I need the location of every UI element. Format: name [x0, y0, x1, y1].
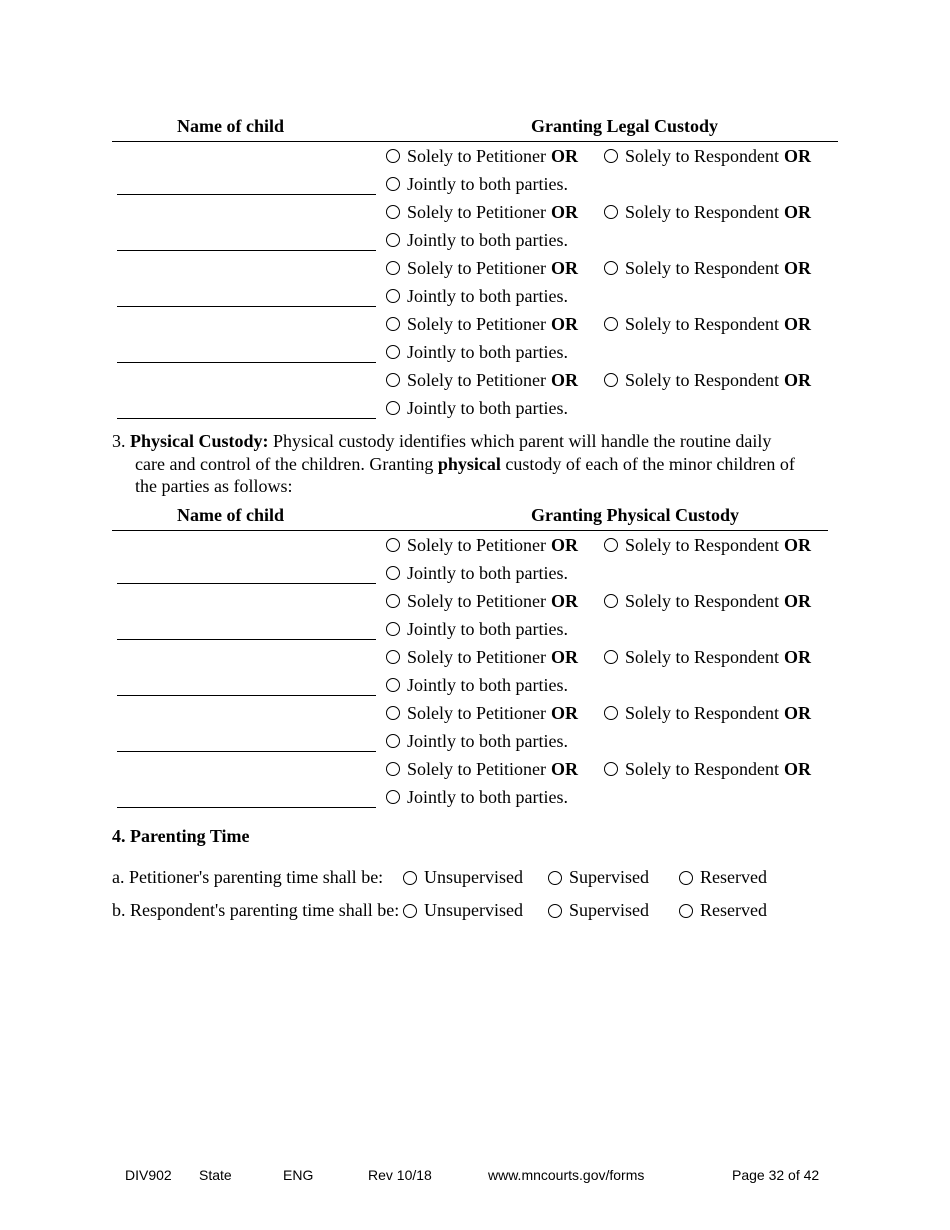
physical-respondent-option[interactable]	[604, 535, 811, 555]
respondent-supervised-option[interactable]	[548, 900, 649, 921]
respondent-unsupervised-option[interactable]	[403, 900, 523, 921]
radio-circle-icon[interactable]	[604, 205, 618, 219]
or-label: OR	[784, 314, 811, 334]
option-label: Solely to Petitioner	[407, 647, 546, 667]
or-label: OR	[784, 647, 811, 667]
physical-respondent-option[interactable]	[604, 591, 811, 611]
radio-circle-icon[interactable]	[548, 904, 562, 918]
radio-circle-icon[interactable]	[386, 734, 400, 748]
physical-joint-option[interactable]	[386, 619, 568, 639]
option-label: Jointly to both parties.	[407, 619, 568, 639]
physical-joint-option[interactable]	[386, 787, 568, 807]
option-label: Unsupervised	[424, 867, 523, 887]
legal-respondent-option[interactable]	[604, 370, 811, 390]
legal-joint-option[interactable]	[386, 174, 568, 194]
radio-circle-icon[interactable]	[386, 566, 400, 580]
physical-child-name-line[interactable]	[117, 695, 376, 696]
petitioner-supervised-option[interactable]	[548, 867, 649, 888]
legal-respondent-option[interactable]	[604, 202, 811, 222]
option-label: Solely to Respondent	[625, 759, 779, 779]
radio-circle-icon[interactable]	[548, 871, 562, 885]
legal-name-column-header: Name of child	[177, 116, 284, 136]
radio-circle-icon[interactable]	[604, 149, 618, 163]
respondent-reserved-option[interactable]	[679, 900, 767, 921]
legal-respondent-option[interactable]	[604, 314, 811, 334]
radio-circle-icon[interactable]	[386, 762, 400, 776]
radio-circle-icon[interactable]	[604, 762, 618, 776]
or-label: OR	[551, 759, 578, 779]
petitioner-parenting-time-label: a. Petitioner's parenting time shall be:	[112, 867, 384, 887]
footer-jurisdiction: State	[199, 1167, 232, 1183]
or-label: OR	[784, 703, 811, 723]
physical-petitioner-option[interactable]	[386, 591, 578, 611]
legal-petitioner-option[interactable]	[386, 314, 578, 334]
or-label: OR	[551, 535, 578, 555]
physical-joint-option[interactable]	[386, 731, 568, 751]
or-label: OR	[551, 314, 578, 334]
or-label: OR	[784, 759, 811, 779]
option-label: Supervised	[569, 900, 649, 920]
radio-circle-icon[interactable]	[386, 678, 400, 692]
option-label: Reserved	[700, 867, 767, 887]
or-label: OR	[551, 146, 578, 166]
option-label: Solely to Respondent	[625, 258, 779, 278]
radio-circle-icon[interactable]	[604, 373, 618, 387]
physical-name-column-header: Name of child	[177, 505, 284, 525]
petitioner-unsupervised-option[interactable]	[403, 867, 523, 888]
legal-child-name-line[interactable]	[117, 418, 376, 419]
physical-petitioner-option[interactable]	[386, 759, 578, 779]
legal-joint-option[interactable]	[386, 398, 568, 418]
legal-child-name-line[interactable]	[117, 362, 376, 363]
or-label: OR	[551, 202, 578, 222]
option-label: Jointly to both parties.	[407, 286, 568, 306]
option-label: Solely to Respondent	[625, 146, 779, 166]
paragraph-text-2: care and control of the children. Granting	[135, 453, 438, 474]
or-label: OR	[784, 370, 811, 390]
or-label: OR	[784, 535, 811, 555]
legal-child-name-line[interactable]	[117, 250, 376, 251]
or-label: OR	[551, 703, 578, 723]
legal-custody-column-header: Granting Legal Custody	[531, 116, 719, 136]
option-label: Reserved	[700, 900, 767, 920]
radio-circle-icon[interactable]	[403, 904, 417, 918]
option-label: Jointly to both parties.	[407, 563, 568, 583]
option-label: Solely to Petitioner	[407, 314, 546, 334]
radio-circle-icon[interactable]	[386, 401, 400, 415]
physical-respondent-option[interactable]	[604, 703, 811, 723]
option-label: Solely to Respondent	[625, 535, 779, 555]
paragraph-text-1: Physical custody identifies which parent will handle the routine daily	[268, 431, 772, 451]
radio-circle-icon[interactable]	[386, 289, 400, 303]
radio-circle-icon[interactable]	[604, 706, 618, 720]
physical-child-name-line[interactable]	[117, 639, 376, 640]
footer-revision: Rev 10/18	[368, 1167, 432, 1183]
physical-custody-paragraph	[112, 430, 827, 498]
legal-child-name-line[interactable]	[117, 194, 376, 195]
parenting-time-heading: 4. Parenting Time	[112, 826, 250, 846]
radio-circle-icon[interactable]	[386, 594, 400, 608]
option-label: Solely to Respondent	[625, 703, 779, 723]
option-label: Solely to Petitioner	[407, 591, 546, 611]
legal-joint-option[interactable]	[386, 342, 568, 362]
physical-child-name-line[interactable]	[117, 807, 376, 808]
radio-circle-icon[interactable]	[386, 345, 400, 359]
legal-respondent-option[interactable]	[604, 258, 811, 278]
option-label: Solely to Petitioner	[407, 258, 546, 278]
option-label: Unsupervised	[424, 900, 523, 920]
radio-circle-icon[interactable]	[386, 622, 400, 636]
option-label: Solely to Respondent	[625, 647, 779, 667]
legal-petitioner-option[interactable]	[386, 146, 578, 166]
or-label: OR	[551, 647, 578, 667]
radio-circle-icon[interactable]	[679, 871, 693, 885]
option-label: Jointly to both parties.	[407, 230, 568, 250]
physical-petitioner-option[interactable]	[386, 647, 578, 667]
radio-circle-icon[interactable]	[386, 373, 400, 387]
option-label: Solely to Respondent	[625, 591, 779, 611]
radio-circle-icon[interactable]	[386, 233, 400, 247]
radio-circle-icon[interactable]	[386, 177, 400, 191]
option-label: Solely to Petitioner	[407, 202, 546, 222]
option-label: Jointly to both parties.	[407, 342, 568, 362]
footer-form-id: DIV902	[125, 1167, 172, 1183]
footer-page-number: Page 32 of 42	[732, 1167, 820, 1183]
option-label: Jointly to both parties.	[407, 787, 568, 807]
or-label: OR	[784, 146, 811, 166]
option-label: Supervised	[569, 867, 649, 887]
legal-petitioner-option[interactable]	[386, 370, 578, 390]
footer-language: ENG	[283, 1167, 314, 1183]
radio-circle-icon[interactable]	[604, 317, 618, 331]
option-label: Jointly to both parties.	[407, 731, 568, 751]
or-label: OR	[551, 591, 578, 611]
radio-circle-icon[interactable]	[386, 650, 400, 664]
option-label: Solely to Respondent	[625, 314, 779, 334]
physical-custody-column-header: Granting Physical Custody	[531, 505, 740, 525]
legal-child-name-line[interactable]	[117, 306, 376, 307]
physical-respondent-option[interactable]	[604, 647, 811, 667]
paragraph-text-4: the parties as follows:	[135, 476, 293, 496]
option-label: Solely to Respondent	[625, 370, 779, 390]
radio-circle-icon[interactable]	[604, 261, 618, 275]
paragraph-bold-word: physical	[437, 453, 501, 474]
physical-joint-option[interactable]	[386, 563, 568, 583]
radio-circle-icon[interactable]	[403, 871, 417, 885]
footer-url[interactable]: www.mncourts.gov/forms	[488, 1167, 645, 1183]
option-label: Solely to Petitioner	[407, 370, 546, 390]
legal-petitioner-option[interactable]	[386, 202, 578, 222]
option-label: Solely to Petitioner	[407, 535, 546, 555]
option-label: Solely to Respondent	[625, 202, 779, 222]
radio-circle-icon[interactable]	[386, 205, 400, 219]
legal-header-rule	[112, 141, 838, 142]
option-label: Solely to Petitioner	[407, 703, 546, 723]
option-label: Jointly to both parties.	[407, 675, 568, 695]
or-label: OR	[551, 258, 578, 278]
option-label: Solely to Petitioner	[407, 146, 546, 166]
legal-respondent-option[interactable]	[604, 146, 811, 166]
legal-joint-option[interactable]	[386, 286, 568, 306]
physical-respondent-option[interactable]	[604, 759, 811, 779]
option-label: Jointly to both parties.	[407, 174, 568, 194]
petitioner-reserved-option[interactable]	[679, 867, 767, 888]
option-label: Solely to Petitioner	[407, 759, 546, 779]
radio-circle-icon[interactable]	[386, 790, 400, 804]
option-label: Jointly to both parties.	[407, 398, 568, 418]
legal-joint-option[interactable]	[386, 230, 568, 250]
radio-circle-icon[interactable]	[386, 706, 400, 720]
physical-joint-option[interactable]	[386, 675, 568, 695]
radio-circle-icon[interactable]	[386, 317, 400, 331]
section-heading: Physical Custody:	[130, 431, 269, 451]
physical-child-name-line[interactable]	[117, 751, 376, 752]
radio-circle-icon[interactable]	[386, 538, 400, 552]
radio-circle-icon[interactable]	[604, 594, 618, 608]
section-number: 3.	[112, 431, 126, 451]
radio-circle-icon[interactable]	[604, 538, 618, 552]
paragraph-text-3: custody of each of the minor children of	[500, 453, 795, 474]
radio-circle-icon[interactable]	[604, 650, 618, 664]
radio-circle-icon[interactable]	[386, 149, 400, 163]
physical-petitioner-option[interactable]	[386, 535, 578, 555]
physical-petitioner-option[interactable]	[386, 703, 578, 723]
respondent-parenting-time-label: b. Respondent's parenting time shall be:	[112, 900, 400, 920]
or-label: OR	[551, 370, 578, 390]
physical-header-rule	[112, 530, 828, 531]
or-label: OR	[784, 258, 811, 278]
radio-circle-icon[interactable]	[386, 261, 400, 275]
radio-circle-icon[interactable]	[679, 904, 693, 918]
physical-child-name-line[interactable]	[117, 583, 376, 584]
or-label: OR	[784, 591, 811, 611]
legal-petitioner-option[interactable]	[386, 258, 578, 278]
or-label: OR	[784, 202, 811, 222]
